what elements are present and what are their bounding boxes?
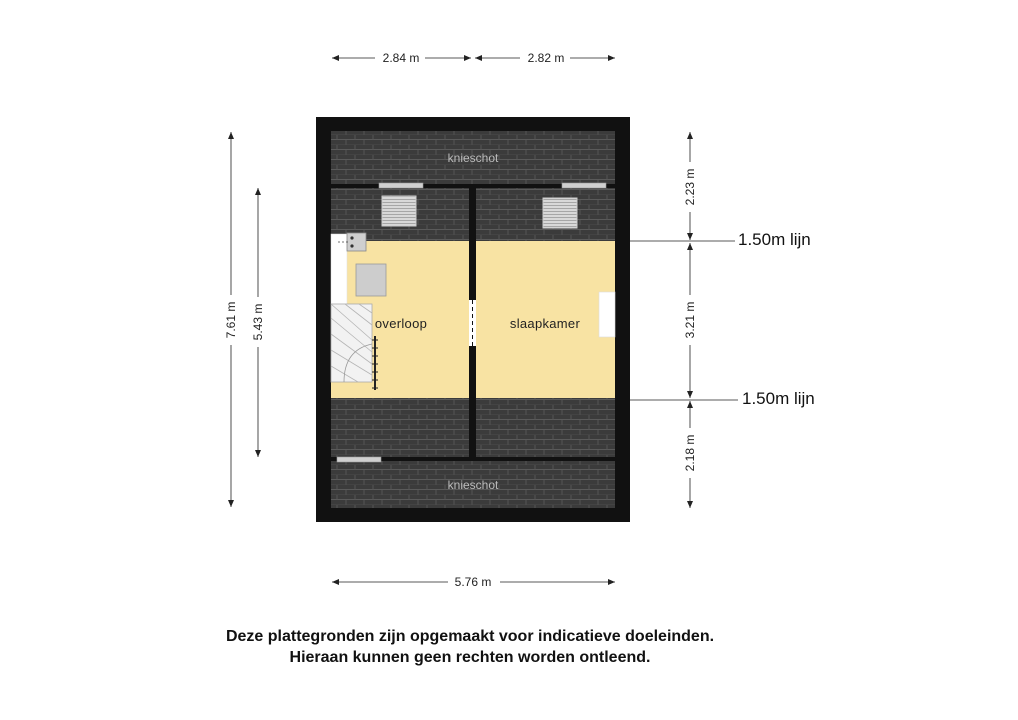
roof-window-right (543, 198, 577, 228)
radiator (599, 292, 615, 337)
room-label-slaapkamer: slaapkamer (509, 316, 581, 331)
dim-right-middle: 3.21 m (683, 301, 697, 339)
dim-top-right: 2.82 m (527, 51, 565, 65)
height-line-upper-label: 1.50m lijn (738, 230, 811, 249)
roof-window-left (382, 196, 416, 226)
room-label-overloop: overloop (374, 316, 428, 331)
knee-wall-label-bottom: knieschot (447, 478, 499, 492)
white-wall-strip (331, 234, 347, 304)
dim-left-inner: 5.43 m (251, 303, 265, 341)
dim-right-top: 2.23 m (683, 168, 697, 206)
vent-bottom-left (337, 457, 381, 462)
dim-left-outer: 7.61 m (224, 301, 238, 339)
vent-top-right (562, 183, 606, 188)
dim-top-left: 2.84 m (382, 51, 420, 65)
knee-wall-label-top: knieschot (447, 151, 499, 165)
boiler (347, 233, 366, 251)
disclaimer (0, 626, 940, 668)
disclaimer-line-2: Hieraan kunnen geen rechten worden ontleend. (289, 649, 651, 666)
height-line-lower-label: 1.50m lijn (742, 389, 815, 408)
washing-machine (356, 264, 386, 296)
dim-bottom: 5.76 m (454, 575, 492, 589)
vent-top-left (379, 183, 423, 188)
dim-right-bottom: 2.18 m (683, 434, 697, 472)
staircase (331, 304, 378, 390)
disclaimer-line-1: Deze plattegronden zijn opgemaakt voor indicatieve doeleinden. (225, 628, 715, 645)
